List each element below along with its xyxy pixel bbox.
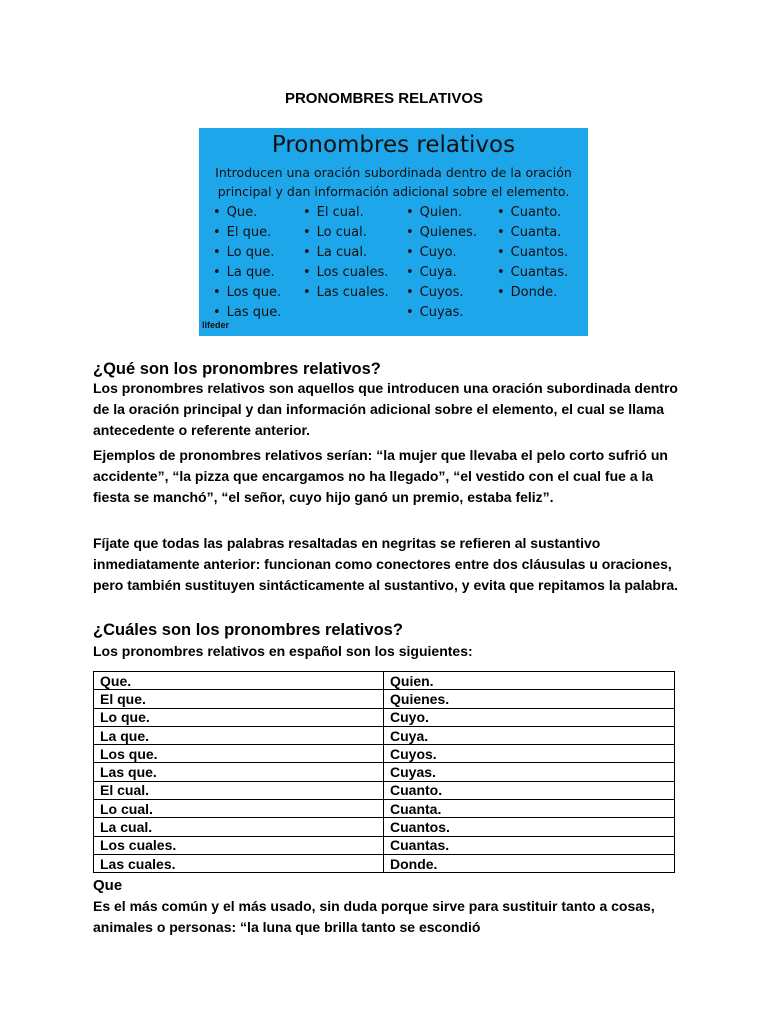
- table-row: [94, 763, 675, 781]
- infographic-column: [406, 203, 477, 323]
- infographic-list-item: • Cuantas.: [497, 263, 568, 283]
- table-row: [94, 726, 675, 744]
- infographic-list-item: • Los cuales.: [303, 263, 389, 283]
- infographic-list-item: • Cuantos.: [497, 243, 568, 263]
- infographic-list-item: • La cual.: [303, 243, 389, 263]
- section-heading: Que: [93, 877, 123, 894]
- table-cell: El que.: [94, 690, 384, 708]
- table-cell: Donde.: [384, 854, 675, 872]
- table-cell: Las que.: [94, 763, 384, 781]
- table-cell: Cuya.: [384, 726, 675, 744]
- infographic-list-item: • El que.: [213, 223, 281, 243]
- infographic-list-item: • Las que.: [213, 303, 281, 323]
- table-cell: Cuyos.: [384, 745, 675, 763]
- infographic-list-item: • Cuya.: [406, 263, 477, 283]
- table-cell: Cuantas.: [384, 836, 675, 854]
- infographic-description-line: principal y dan información adicional sobre el elemento.: [217, 184, 570, 199]
- section-heading: ¿Qué son los pronombres relativos?: [93, 360, 381, 378]
- infographic-list-item: • Los que.: [213, 283, 281, 303]
- paragraph: Los pronombres relativos son aquellos que introducen una oración subordinada dentro de la oración principal y dan información adicional sobre el elemento, el cual se llama antecedente o referente anterior.: [93, 380, 678, 438]
- lifeder-logo: lifeder: [202, 320, 230, 330]
- infographic-list-item: • Cuyos.: [406, 283, 477, 303]
- table-row: [94, 836, 675, 854]
- table-cell: La que.: [94, 726, 384, 744]
- pronouns-table: [93, 671, 675, 873]
- table-cell: Cuanto.: [384, 781, 675, 799]
- table-row: [94, 818, 675, 836]
- table-row: [94, 690, 675, 708]
- table-row: [94, 800, 675, 818]
- infographic-description: [199, 163, 588, 201]
- paragraph: Fíjate que todas las palabras resaltadas en negritas se refieren al sustantivo inmediatamente anterior: funcionan como conectores entre dos cláusulas u oraciones, pero también sustituyen sintácticamente al sustantivo, y evita que repitamos la palabra.: [93, 535, 679, 593]
- paragraph: Los pronombres relativos en español son los siguientes:: [93, 643, 473, 659]
- infographic-list-item: • Cuyas.: [406, 303, 477, 323]
- section-heading: ¿Cuáles son los pronombres relativos?: [93, 621, 403, 639]
- table-cell: Que.: [94, 672, 384, 690]
- table-row: [94, 708, 675, 726]
- infographic-list-item: • Las cuales.: [303, 283, 389, 303]
- paragraph: Es el más común y el más usado, sin duda porque sirve para sustituir tanto a cosas, animales o personas: “la luna que brilla tanto se escondió: [93, 898, 655, 935]
- table-cell: Lo cual.: [94, 800, 384, 818]
- table-row: [94, 672, 675, 690]
- table-cell: Cuyas.: [384, 763, 675, 781]
- table-cell: Quienes.: [384, 690, 675, 708]
- table-cell: Lo que.: [94, 708, 384, 726]
- infographic-column: [497, 203, 568, 303]
- table-cell: Cuantos.: [384, 818, 675, 836]
- table-cell: Los cuales.: [94, 836, 384, 854]
- infographic-column: [213, 203, 281, 323]
- table-row: [94, 854, 675, 872]
- infographic-list-item: • La que.: [213, 263, 281, 283]
- infographic-list-item: • Cuanta.: [497, 223, 568, 243]
- table-cell: Las cuales.: [94, 854, 384, 872]
- infographic-description-line: Introducen una oración subordinada dentro de la oración: [215, 165, 572, 180]
- infographic-list-item: • Quien.: [406, 203, 477, 223]
- infographic-list-item: • Lo que.: [213, 243, 281, 263]
- document-title: PRONOMBRES RELATIVOS: [284, 90, 484, 107]
- table-cell: Cuyo.: [384, 708, 675, 726]
- infographic-image: [199, 128, 588, 336]
- table-cell: Los que.: [94, 745, 384, 763]
- table-cell: Cuanta.: [384, 800, 675, 818]
- table-row: [94, 781, 675, 799]
- infographic-list-item: • El cual.: [303, 203, 389, 223]
- infographic-list-item: • Que.: [213, 203, 281, 223]
- infographic-list-item: • Donde.: [497, 283, 568, 303]
- table-cell: El cual.: [94, 781, 384, 799]
- infographic-list-item: • Cuyo.: [406, 243, 477, 263]
- infographic-list-item: • Quienes.: [406, 223, 477, 243]
- infographic-list-item: • Cuanto.: [497, 203, 568, 223]
- paragraph: Ejemplos de pronombres relativos serían: “la mujer que llevaba el pelo corto sufrió un accidente”, “la pizza que encargamos no ha llegado”, “el vestido con el cual fue a la fiesta se manchó”, “el señor, cuyo hijo ganó un premio, estaba feliz”.: [93, 447, 668, 505]
- infographic-title: Pronombres relativos: [271, 132, 516, 158]
- infographic-column: [303, 203, 389, 303]
- table-cell: Quien.: [384, 672, 675, 690]
- table-cell: La cual.: [94, 818, 384, 836]
- table-row: [94, 745, 675, 763]
- infographic-list-item: • Lo cual.: [303, 223, 389, 243]
